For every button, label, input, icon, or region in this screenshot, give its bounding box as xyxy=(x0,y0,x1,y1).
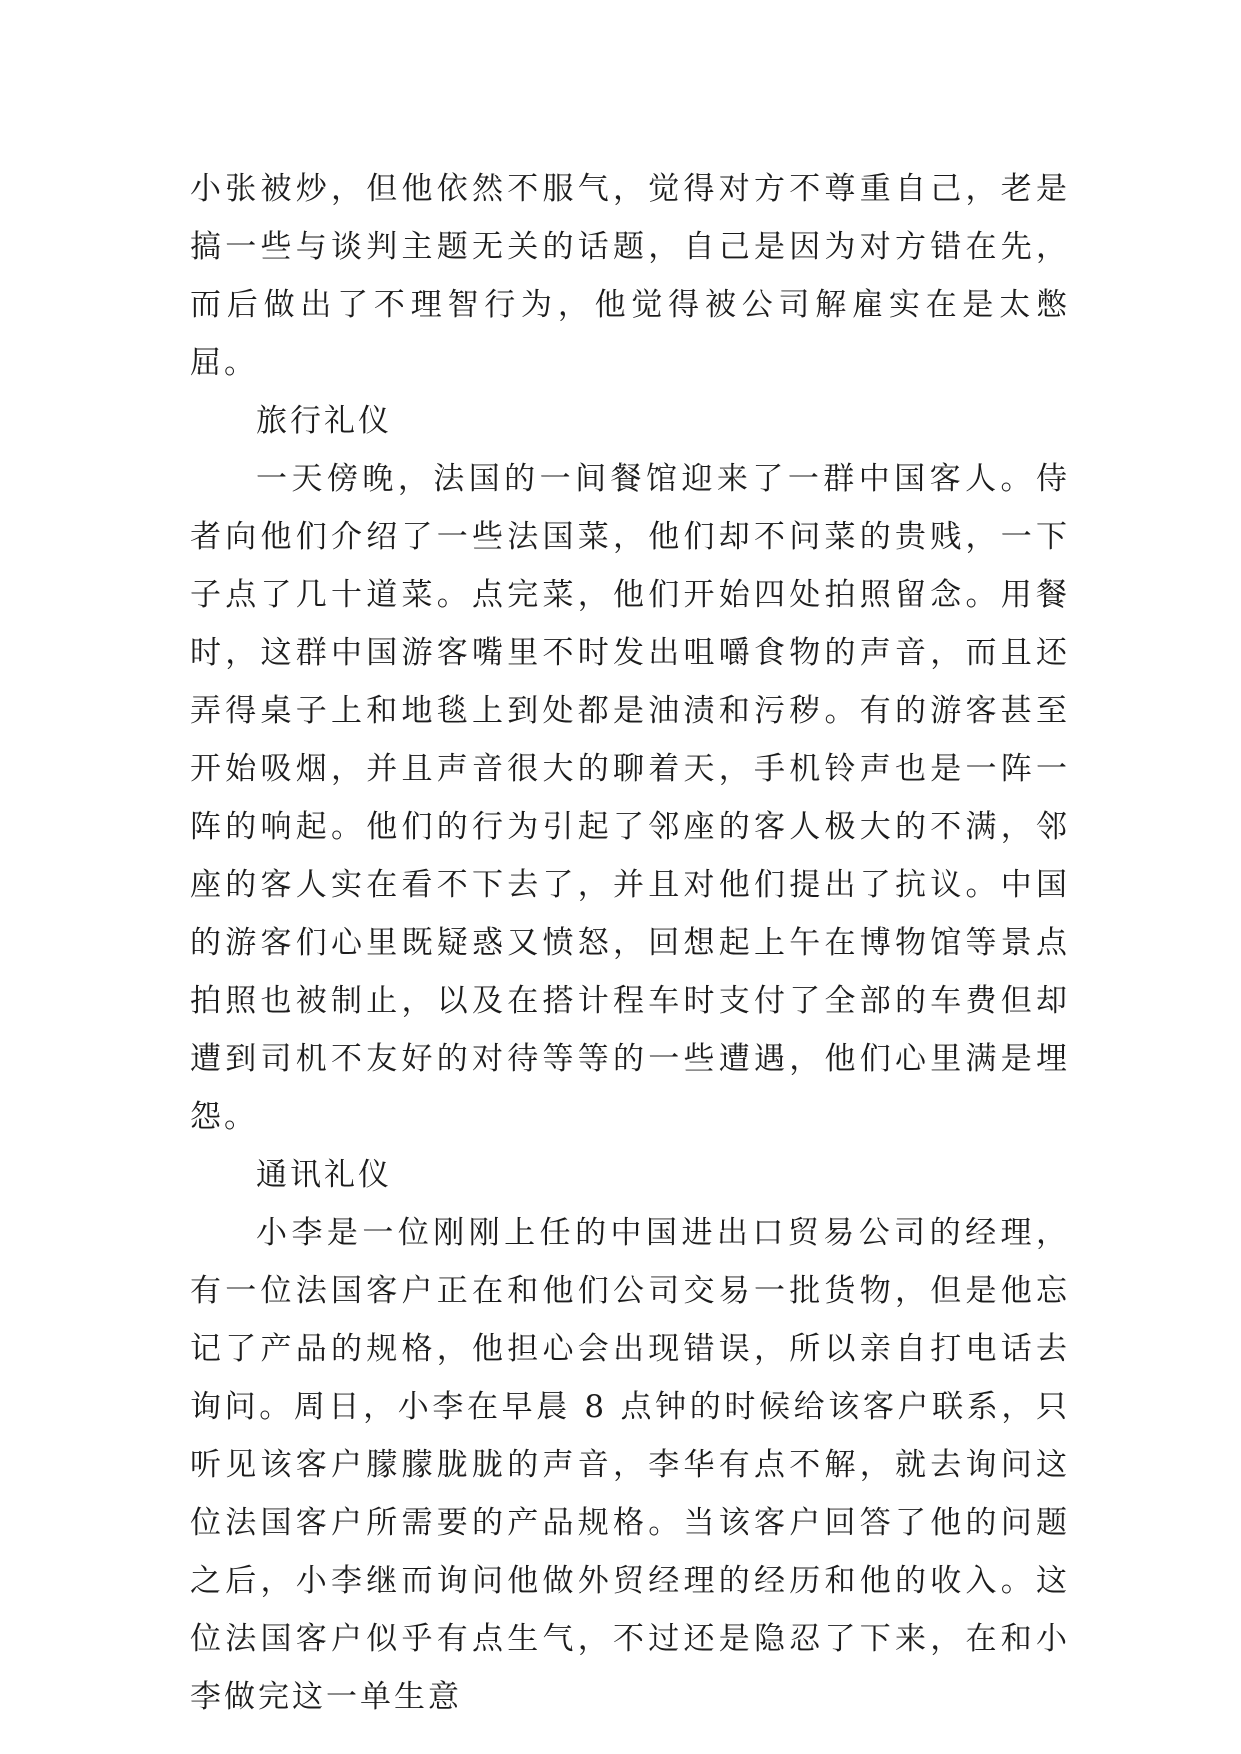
paragraph-communication-case: 小李是一位刚刚上任的中国进出口贸易公司的经理，有一位法国客户正在和他们公司交易一批货物，但是他忘记了产品的规格，他担心会出现错误，所以亲自打电话去询问。周日，小李在早晨 8 点钟的时候给该客户联系，只听见该客户朦朦胧胧的声音，李华有点不解，就去询问这位法国客户所需要的产品规格。当该客户回答了他的问题之后，小李继而询问他做外贸经理的经历和他的收入。这位法国客户似乎有点生气，不过还是隐忍了下来，在和小李做完这一单生意 xyxy=(190,1215,1070,1715)
document-body xyxy=(190,160,1070,1726)
section-heading-communication-etiquette: 通讯礼仪 xyxy=(256,1157,392,1193)
section-heading-travel-etiquette: 旅行礼仪 xyxy=(256,403,392,439)
paragraph-travel-case: 一天傍晚，法国的一间餐馆迎来了一群中国客人。侍者向他们介绍了一些法国菜，他们却不问菜的贵贱，一下子点了几十道菜。点完菜，他们开始四处拍照留念。用餐时，这群中国游客嘴里不时发出咀嚼食物的声音，而且还弄得桌子上和地毯上到处都是油渍和污秽。有的游客甚至开始吸烟，并且声音很大的聊着天，手机铃声也是一阵一阵的响起。他们的行为引起了邻座的客人极大的不满，邻座的客人实在看不下去了，并且对他们提出了抗议。中国的游客们心里既疑惑又愤怒，回想起上午在博物馆等景点拍照也被制止，以及在搭计程车时支付了全部的车费但却遭到司机不友好的对待等等的一些遭遇，他们心里满是埋怨。 xyxy=(190,461,1070,1135)
paragraph-continuation: 小张被炒，但他依然不服气，觉得对方不尊重自己，老是搞一些与谈判主题无关的话题，自己是因为对方错在先，而后做出了不理智行为，他觉得被公司解雇实在是太憋屈。 xyxy=(190,171,1070,381)
